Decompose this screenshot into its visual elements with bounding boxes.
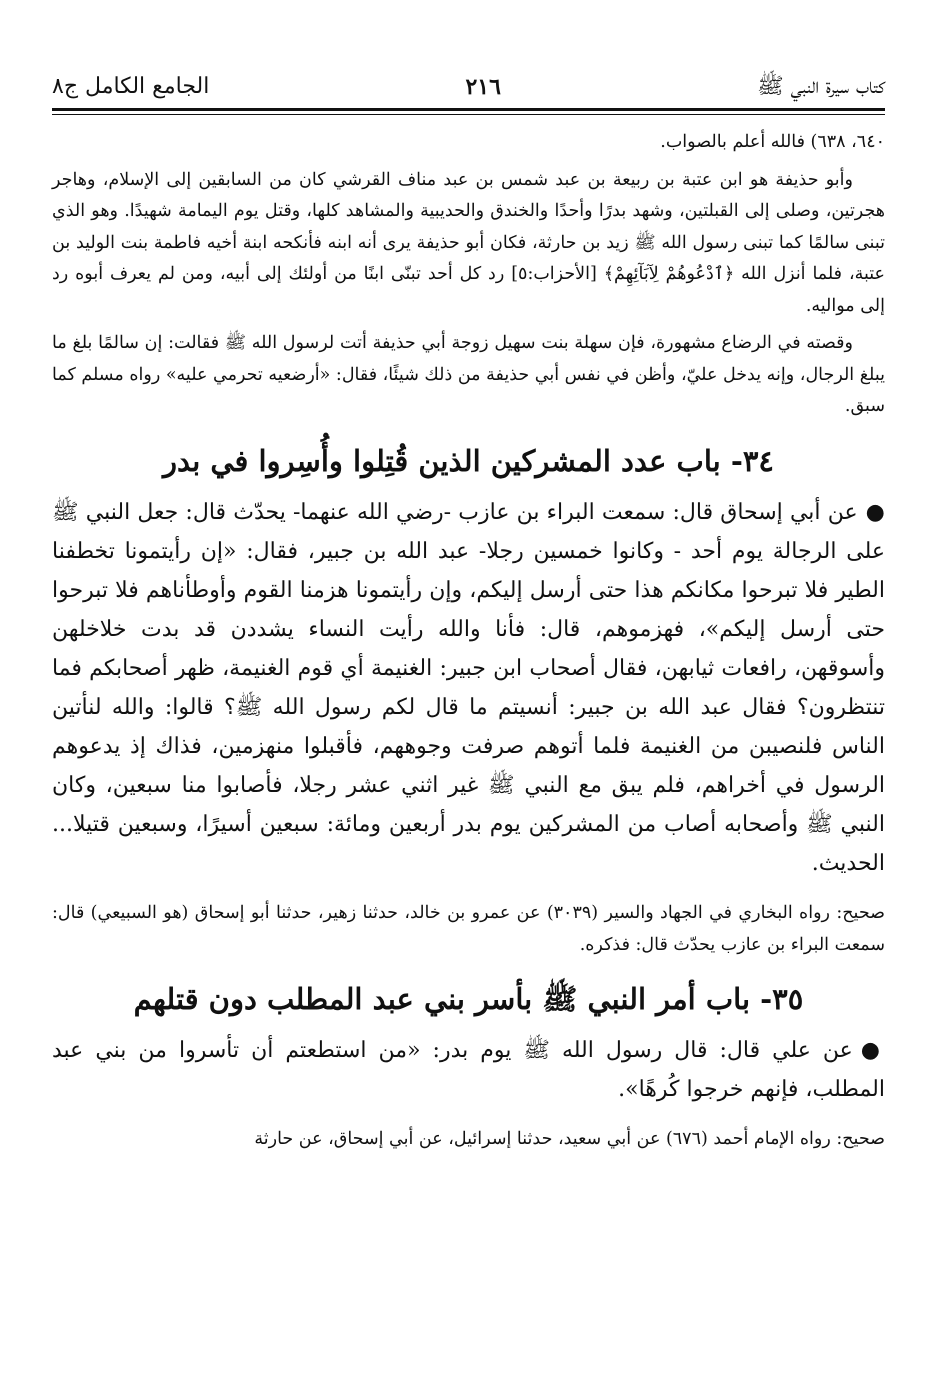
hadith-text-34 <box>52 493 885 883</box>
header-rule-thick <box>52 108 885 111</box>
header-book-title: كتاب سيرة النبي ﷺ <box>757 73 885 99</box>
chapter-heading-35: ٣٥- باب أمر النبي ﷺ بأسر بني عبد المطلب دون قتلهم <box>133 981 804 1016</box>
hadith-note-35: صحيح: رواه الإمام أحمد (٦٧٦) عن أبي سعيد، حدثنا إسرائيل، عن أبي إسحاق، عن حارثة <box>254 1128 885 1149</box>
hadith-body-35: عن علي قال: قال رسول الله ﷺ يوم بدر: «من استطعتم أن تأسروا من بني عبد المطلب، فإنهم خرجوا كُرهًا». <box>52 1037 885 1102</box>
paragraph-abu-hudhayfa: وأبو حذيفة هو ابن عتبة بن ربيعة بن عبد شمس بن عبد مناف القرشي كان من السابقين إلى الإسلام، وهاجر هجرتين، وصلى إلى القبلتين، وشهد بدرًا وأحدًا والخندق والحديبية والمشاهد كلها، وقتل يوم اليمامة شهيدًا. وهو الذي تبنى سالمًا كما تبنى رسول الله ﷺ زيد بن حارثة، فكان أبو حذيفة يرى أنه ابنه فأنكحه ابنة أخيه فاطمة بنت الوليد بن عتبة، فلما أنزل الله ﴿ٱدْعُوهُمْ لِآبَآئِهِمْ﴾ [الأحزاب:٥] رد كل أحد تبنّى ابنًا من أولئك إلى أبيه، ومن لم يعرف أبوه رد إلى مواليه. <box>52 169 885 316</box>
header-rule-thin <box>52 114 885 115</box>
hadith-note-34: صحيح: رواه البخاري في الجهاد والسير (٣٠٣٩) عن عمرو بن خالد، حدثنا زهير، حدثنا أبو إسحاق (هو السبيعي) قال: سمعت البراء بن عازب يحدّث قال: فذكره. <box>52 902 885 955</box>
hadith-text-35 <box>52 1031 885 1109</box>
bullet-icon: ● <box>860 1036 885 1063</box>
paragraph-continuation: ٦٤٠، ٦٣٨) فالله أعلم بالصواب. <box>660 132 885 152</box>
hadith-body-34: عن أبي إسحاق قال: سمعت البراء بن عازب -رضي الله عنهما- يحدّث قال: جعل النبي ﷺ على الرجالة يوم أحد - وكانوا خمسين رجلا- عبد الله بن جبير، فقال: «إن رأيتمونا تخطفنا الطير فلا تبرحوا مكانكم هذا حتى أرسل إليكم، وإن رأيتمونا هزمنا القوم وأوطأناهم فلا تبرحوا حتى أرسل إليكم»، فهزموهم، قال: فأنا والله رأيت النساء يشددن قد بدت خلاخلهن وأسوقهن، رافعات ثيابهن، فقال أصحاب ابن جبير: الغنيمة أي قوم الغنيمة، ظهر أصحابكم فما تنتظرون؟ فقال عبد الله بن جبير: أنسيتم ما قال لكم رسول الله ﷺ؟ قالوا: والله لنأتين الناس فلنصيبن من الغنيمة فلما أتوهم صرفت وجوههم، فأقبلوا منهزمين، فذاك إذ يدعوهم الرسول في أخراهم، فلم يبق مع النبي ﷺ غير اثني عشر رجلا، فأصابوا منا سبعين، وكان النبي ﷺ وأصحابه أصاب من المشركين يوم بدر أربعين ومائة: سبعين أسيرًا، وسبعين قتيلا... الحديث. <box>52 499 885 876</box>
header-volume-title: الجامع الكامل ج٨ <box>52 73 210 99</box>
page-number: ٢١٦ <box>465 73 501 100</box>
paragraph-rada: وقصته في الرضاع مشهورة، فإن سهلة بنت سهيل زوجة أبي حذيفة أتت لرسول الله ﷺ فقالت: إن سالمًا بلغ ما يبلغ الرجال، وإنه يدخل عليّ، وأظن في نفس أبي حذيفة من ذلك شيئًا، فقال: «أرضعيه تحرمي عليه» رواه مسلم كما سبق. <box>52 333 885 416</box>
bullet-icon: ● <box>865 498 885 525</box>
chapter-heading-34: ٣٤- باب عدد المشركين الذين قُتِلوا وأُسِروا في بدر <box>162 443 775 478</box>
page-header <box>52 62 885 108</box>
